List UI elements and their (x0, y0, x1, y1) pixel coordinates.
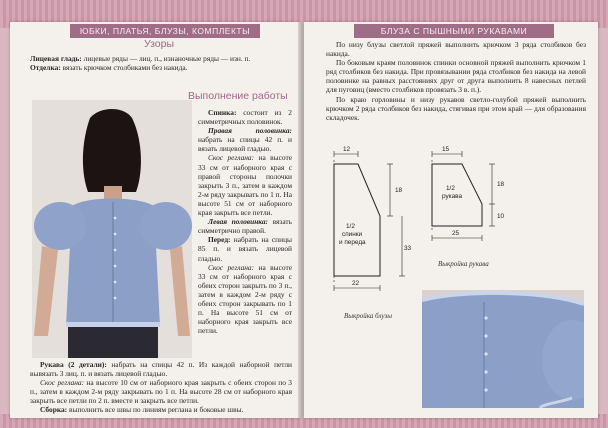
sleeve-upper-height: 18 (497, 181, 505, 188)
instruction-paragraph: Рукава (2 детали): набрать на спицы 42 п. Из каждой наборной петли вывязать 3 лиц. п. и вязать лицевой гладью. (30, 360, 292, 379)
pattern-line: Отделка: вязать крючком столбиками без накида. (30, 63, 188, 73)
body-upper-height: 18 (395, 187, 403, 194)
instruction-paragraph: Скос реглана: на высоте 33 см от наборного края с обеих сторон закрыть по 3 п., затем в каждом 2-м ряду с обеих сторон закрывать по 1 п. На высоте 51 см от наборного края закрыть все петли. (198, 262, 292, 336)
body-label-line3: и переда (339, 239, 366, 246)
sleeve-pattern-caption: Выкройка рукава (438, 260, 489, 268)
patterns-block (30, 54, 292, 72)
finishing-paragraph: По краю горловины и низу рукавов светло-голубой пряжей выполнить крючком 2 ряда столбиков без накида, стягивая при этом край — для образования складочек. (326, 94, 586, 122)
body-label-fraction: 1/2 (346, 223, 355, 230)
body-label-line2: спинки (342, 231, 363, 238)
instruction-paragraph: Спинка: состоит из 2 симметричных половинок. (198, 108, 292, 127)
instruction-paragraph: Скос реглана: на высоте 33 см от наборного края с правой стороны полочки закрыть 3 п., затем в каждом 2-м ряду закрывать по 1 п. На высоте 51 см от наборного края закрыть все петли. (198, 153, 292, 218)
sleeve-pattern-diagram (420, 146, 512, 256)
body-top-width: 12 (343, 146, 351, 153)
instructions-full-width (30, 360, 292, 415)
left-running-head: ЮБКИ, ПЛАТЬЯ, БЛУЗЫ, КОМПЛЕКТЫ (70, 24, 260, 38)
instructions-column (198, 108, 292, 335)
finishing-paragraph: По низу блузы светлой пряжей выполнить крючком 3 ряда столбиков без накида. (326, 40, 586, 59)
instruction-paragraph: Левая половинка: вязать симметрично правой. (198, 217, 293, 236)
sleeve-label-line2: рукава (442, 193, 463, 200)
instruction-paragraph: Перед: набрать на спицы 85 п. и вязать лицевой гладью. (198, 235, 292, 263)
sleeve-label-fraction: 1/2 (446, 185, 455, 192)
body-pattern-diagram (324, 146, 414, 306)
instruction-paragraph: Скос реглана: на высоте 10 см от наборного края закрыть с обеих сторон по 3 п., затем в каждом 2-м ряду закрывать по 1 п. На высоте 28 см от наборного края закрыть все петли по 2 п. вместе и закрыть все петли. (30, 378, 292, 406)
model-photo (32, 100, 192, 358)
pattern-line: Лицевая гладь: лицевые ряды — лиц. п., изнаночные ряды — изн. п. (30, 54, 251, 63)
sleeve-top-width: 15 (442, 146, 450, 153)
closeup-photo (422, 290, 584, 408)
left-page (10, 22, 300, 418)
body-pattern-caption: Выкройка блузы (344, 312, 392, 320)
blouse-closeup-illustration (422, 290, 584, 408)
instruction-paragraph: Правая половинка: набрать на спицы 42 п. и вязать лицевой гладью. (198, 126, 292, 154)
right-running-head: БЛУЗА С ПЫШНЫМИ РУКАВАМИ (354, 24, 554, 38)
work-title: Выполнение работы (188, 90, 288, 102)
woman-back-view-illustration (32, 100, 192, 358)
body-bottom-width: 22 (352, 280, 360, 287)
body-total-height: 33 (404, 245, 412, 252)
finishing-text (326, 40, 586, 122)
sleeve-bottom-width: 25 (452, 230, 460, 237)
sleeve-lower-height: 10 (497, 213, 505, 220)
instruction-paragraph: Сборка: выполнить все швы по линиям реглана и боковые швы. (40, 405, 244, 415)
right-page (304, 22, 598, 418)
patterns-title: Узоры (144, 38, 175, 50)
finishing-paragraph: По боковым краям половинок спинки основной пряжей выполнить крючком 1 ряд столбиков без накида. При провязывании ряда столбиков без накида на левой половинке на равных расстояниях друг от друга выполнить 8 навесных петлей для пуговиц (вместо столбиков провязать 3 в. п.). (326, 58, 586, 95)
